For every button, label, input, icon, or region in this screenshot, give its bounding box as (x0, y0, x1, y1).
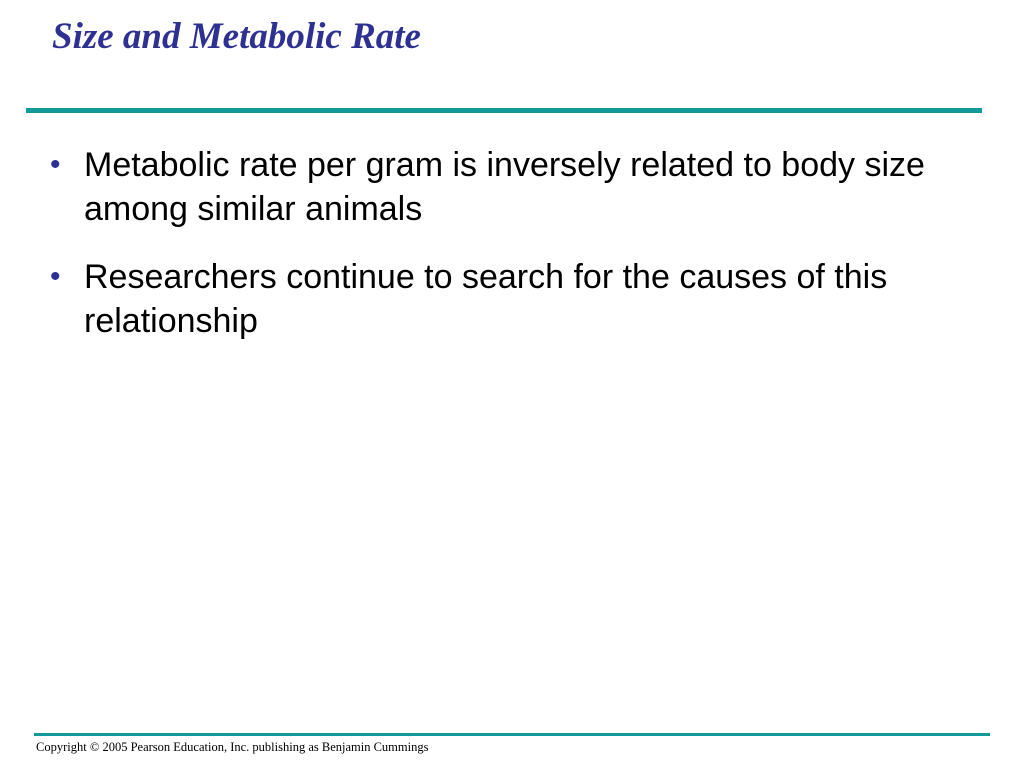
copyright-footer: Copyright © 2005 Pearson Education, Inc. publishing as Benjamin Cummings (36, 740, 429, 754)
bullet-marker-icon: • (50, 148, 61, 181)
bullet-marker-icon: • (50, 260, 61, 293)
title-divider (26, 108, 982, 113)
bullet-item (46, 255, 976, 343)
slide-title: Size and Metabolic Rate (52, 16, 421, 57)
bullet-item (46, 143, 976, 231)
bullet-text: Metabolic rate per gram is inversely related to body size among similar animals (84, 146, 925, 228)
bullet-text: Researchers continue to search for the causes of this relationship (84, 258, 888, 340)
footer-divider (34, 733, 990, 736)
bullet-list (46, 143, 976, 367)
